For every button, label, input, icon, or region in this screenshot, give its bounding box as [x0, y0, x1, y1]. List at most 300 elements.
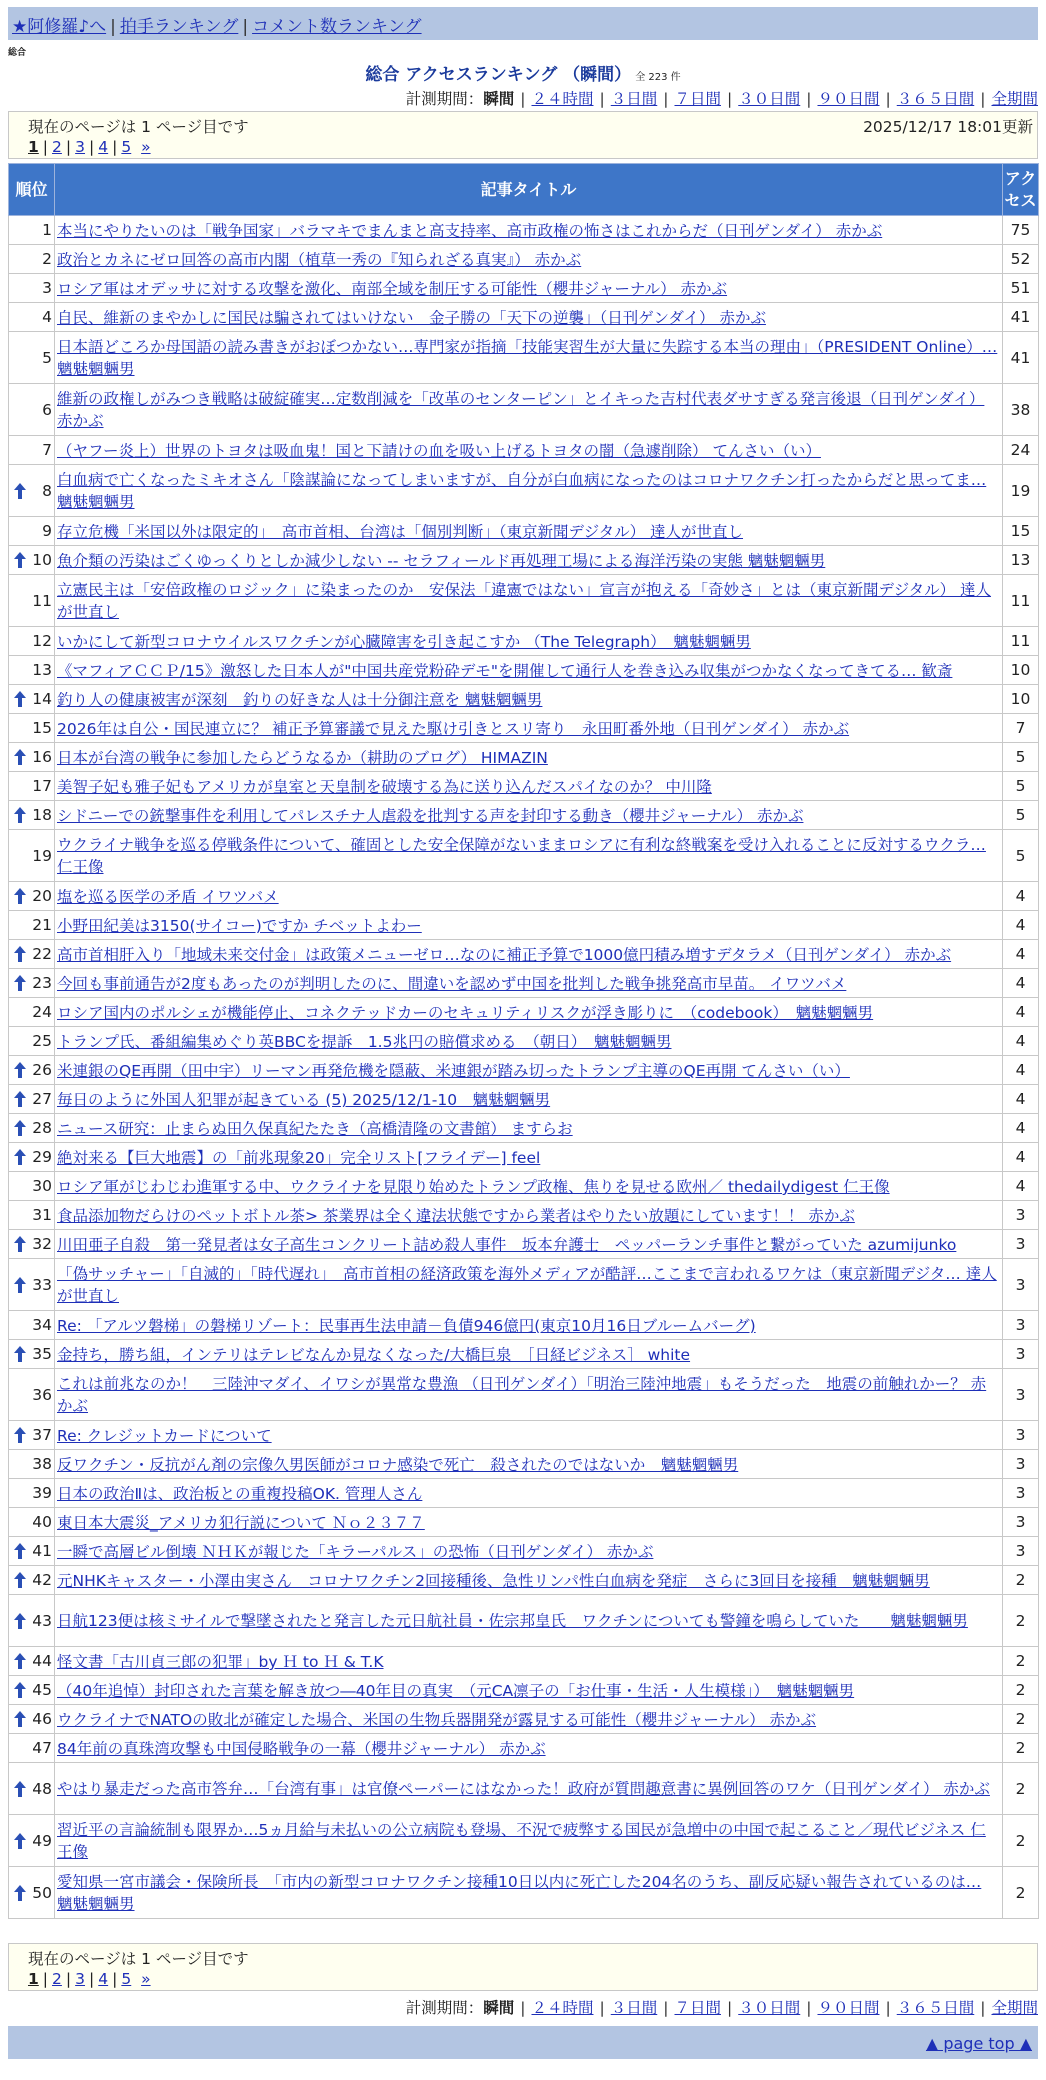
rank-number: 39 [32, 1484, 52, 1502]
access-count: 13 [1003, 546, 1039, 575]
access-count: 2 [1003, 1566, 1039, 1595]
period-option-link[interactable]: ２４時間 [531, 90, 594, 108]
page-number-link[interactable]: 3 [75, 138, 86, 156]
title-cell [55, 1056, 1003, 1085]
access-count: 11 [1003, 627, 1039, 656]
table-row [9, 1734, 1039, 1763]
access-count: 4 [1003, 969, 1039, 998]
period-separator: | [980, 1999, 986, 2017]
rank-cell [9, 1369, 55, 1421]
table-row [9, 303, 1039, 332]
rank-column-header: 順位 [9, 164, 55, 216]
access-count: 51 [1003, 274, 1039, 303]
rank-number: 45 [32, 1681, 52, 1699]
article-title-link[interactable]: 川田亜子自殺 第一発見者は女子高生コンクリート詰め殺人事件 坂本弁護士 ペッパーランチ事件と繋がっていた azumijunko [57, 1236, 957, 1254]
table-row [9, 1566, 1039, 1595]
access-count: 19 [1003, 465, 1039, 517]
rank-number: 41 [32, 1542, 52, 1560]
table-row [9, 1311, 1039, 1340]
rank-number: 38 [32, 1455, 52, 1473]
page-top-link[interactable]: ▲ page top ▲ [925, 2034, 1032, 2053]
rank-number: 26 [32, 1061, 52, 1079]
rank-number: 27 [32, 1090, 52, 1108]
table-row [9, 1647, 1039, 1676]
article-title-link[interactable]: 習近平の言論統制も限界か…5ヵ月給与未払いの公立病院も登場、不況で疲弊する国民が急増中の中国で起こること／現代ビジネス 仁王像 [57, 1820, 986, 1861]
access-count: 5 [1003, 830, 1039, 882]
article-title-link[interactable]: ロシア軍はオデッサに対する攻撃を激化、南部全域を制圧する可能性（櫻井ジャーナル） 赤かぶ [57, 280, 728, 298]
table-row [9, 465, 1039, 517]
access-count: 2 [1003, 1815, 1039, 1867]
article-title-link[interactable]: 米連銀のQE再開（田中宇）リーマン再発危機を隠蔽、米連銀が踏み切ったトランプ主導のQE再開 てんさい（い） [57, 1062, 850, 1080]
access-count: 3 [1003, 1311, 1039, 1340]
current-page-text: 現在のページは 1 ページ目です [28, 118, 249, 136]
article-title-link[interactable]: 本当にやりたいのは「戦争国家」バラマキでまんまと高支持率、高市政権の怖さはこれからだ（日刊ゲンダイ） 赤かぶ [57, 222, 883, 240]
article-title-link[interactable]: ニュース研究：止まらぬ田久保真紀たたき（高橋清隆の文書館） ますらお [57, 1120, 573, 1138]
table-row [9, 1867, 1039, 1919]
rank-up-arrow-icon [13, 1276, 27, 1294]
article-title-link[interactable]: Re: 「アルツ磐梯」の磐梯リゾート：民事再生法申請－負債946億円(東京10月16日ブルームバーグ) [57, 1317, 756, 1335]
rank-up-arrow-icon [13, 1612, 27, 1630]
period-separator: | [885, 90, 891, 108]
clap-ranking-link[interactable]: 拍手ランキング [119, 17, 239, 37]
period-option-link[interactable]: 全期間 [991, 90, 1038, 108]
access-count: 2 [1003, 1595, 1039, 1647]
period-option-link[interactable]: ３６５日間 [896, 90, 975, 108]
access-count: 75 [1003, 216, 1039, 245]
title-cell [55, 1259, 1003, 1311]
rank-cell [9, 332, 55, 384]
period-option-link[interactable]: 全期間 [991, 1999, 1038, 2017]
rank-up-arrow-icon [13, 806, 27, 824]
article-title-link[interactable]: （ヤフー炎上）世界のトヨタは吸血鬼！国と下請けの血を吸い上げるトヨタの闇（急遽削除） てんさい（い） [57, 442, 821, 460]
table-row [9, 1537, 1039, 1566]
article-title-link[interactable]: シドニーでの銃撃事件を利用してパレスチナ人虐殺を批判する声を封印する動き（櫻井ジャーナル） 赤かぶ [57, 807, 804, 825]
rank-cell [9, 1508, 55, 1537]
article-title-link[interactable]: 日本語どころか母国語の読み書きがおぼつかない…専門家が指摘「技能実習生が大量に失踪する本当の理由」（PRESIDENT Online）… 魑魅魍魎男 [57, 337, 998, 378]
rank-up-arrow-icon [13, 1148, 27, 1166]
article-title-link[interactable]: 塩を巡る医学の矛盾 イワツバメ [57, 888, 279, 906]
access-count: 4 [1003, 998, 1039, 1027]
title-cell [55, 1450, 1003, 1479]
article-title-link[interactable]: 立憲民主は「安倍政権のロジック」に染まったのか 安保法「違憲ではない」宣言が抱える「奇妙さ」とは（東京新聞デジタル） 達人が世直し [57, 580, 992, 621]
title-cell [55, 1815, 1003, 1867]
rank-number: 48 [32, 1779, 52, 1798]
article-title-link[interactable]: ロシア国内のポルシェが機能停止、コネクテッドカーのセキュリティリスクが浮き彫りに （codebook） 魑魅魍魎男 [57, 1004, 874, 1022]
title-cell [55, 575, 1003, 627]
article-title-link[interactable]: 東日本大震災_アメリカ犯行説について Ｎｏ２３７７ [57, 1514, 425, 1532]
rank-number: 23 [32, 974, 52, 992]
access-count: 3 [1003, 1421, 1039, 1450]
table-row [9, 1705, 1039, 1734]
title-cell [55, 940, 1003, 969]
rank-up-arrow-icon [13, 1710, 27, 1728]
table-header-row [9, 164, 1039, 216]
rank-number: 8 [42, 481, 52, 500]
access-count: 2 [1003, 1867, 1039, 1919]
access-count: 5 [1003, 801, 1039, 830]
rank-cell [9, 245, 55, 274]
rank-cell [9, 1230, 55, 1259]
access-count: 4 [1003, 882, 1039, 911]
article-title-link[interactable]: 自民、維新のまやかしに国民は騙されてはいけない 金子勝の「天下の逆襲」（日刊ゲンダイ） 赤かぶ [57, 309, 766, 327]
article-title-link[interactable]: 食品添加物だらけのペットボトル茶> 茶業界は全く違法状態ですから業者はやりたい放題にしています！！ 赤かぶ [57, 1207, 855, 1225]
period-option-current: 瞬間 [483, 90, 515, 108]
access-count: 10 [1003, 685, 1039, 714]
rank-cell [9, 1676, 55, 1705]
access-count: 4 [1003, 1114, 1039, 1143]
rank-cell [9, 1311, 55, 1340]
table-row [9, 274, 1039, 303]
access-count: 2 [1003, 1705, 1039, 1734]
rank-number: 36 [32, 1385, 52, 1404]
access-count: 5 [1003, 772, 1039, 801]
access-count: 3 [1003, 1201, 1039, 1230]
rank-cell [9, 216, 55, 245]
table-row [9, 656, 1039, 685]
rank-cell [9, 1595, 55, 1647]
access-count: 3 [1003, 1479, 1039, 1508]
table-row [9, 1479, 1039, 1508]
access-count: 4 [1003, 940, 1039, 969]
title-cell [55, 245, 1003, 274]
title-cell [55, 998, 1003, 1027]
rank-number: 30 [32, 1177, 52, 1195]
rank-number: 4 [42, 308, 52, 326]
period-option-link[interactable]: ３日間 [610, 90, 658, 108]
page-number-link[interactable]: 4 [98, 138, 109, 156]
access-count: 3 [1003, 1230, 1039, 1259]
title-cell [55, 801, 1003, 830]
access-count: 3 [1003, 1508, 1039, 1537]
rank-number: 17 [32, 777, 52, 795]
rank-cell [9, 627, 55, 656]
rank-cell [9, 1085, 55, 1114]
article-title-link[interactable]: Re: クレジットカードについて [57, 1427, 272, 1445]
access-count: 11 [1003, 575, 1039, 627]
article-title-link[interactable]: 毎日のように外国人犯罪が起きている (5) 2025/12/1-10 魑魅魍魎男 [57, 1091, 551, 1109]
rank-number: 9 [42, 522, 52, 540]
period-option-link[interactable]: ３０日間 [738, 90, 801, 108]
page-number-link[interactable]: 5 [121, 138, 132, 156]
title-cell [55, 332, 1003, 384]
ranking-table [8, 163, 1039, 1919]
article-title-link[interactable]: 愛知県一宮市議会・保険所長 「市内の新型コロナワクチン接種10日以内に死亡した204名のうち、副反応疑い報告されているのは… 魑魅魍魎男 [57, 1872, 982, 1913]
article-title-link[interactable]: 日本が台湾の戦争に参加したらどうなるか（耕助のブログ） HIMAZIN [57, 749, 548, 767]
rank-cell [9, 1421, 55, 1450]
table-row [9, 772, 1039, 801]
period-option-link[interactable]: ３日間 [610, 1999, 658, 2017]
page-number-link[interactable]: 5 [121, 1970, 132, 1988]
article-title-link[interactable]: 維新の政権しがみつき戦略は破綻確実…定数削減を「改革のセンターピン」とイキった吉村代表ダサすぎる発言後退（日刊ゲンダイ） 赤かぶ [57, 389, 985, 430]
rank-cell [9, 575, 55, 627]
rank-up-arrow-icon [13, 1832, 27, 1850]
title-cell [55, 1421, 1003, 1450]
title-cell [55, 1085, 1003, 1114]
rank-number: 40 [32, 1513, 52, 1531]
title-cell [55, 274, 1003, 303]
article-title-link[interactable]: 小野田紀美は3150(サイコー)ですか チベットよわー [57, 917, 422, 935]
rank-number: 5 [42, 348, 52, 367]
access-count: 3 [1003, 1259, 1039, 1311]
period-separator: | [885, 1999, 891, 2017]
rank-cell [9, 1566, 55, 1595]
bottom-bar [8, 2026, 1038, 2059]
title-cell [55, 384, 1003, 436]
article-title-link[interactable]: 《マフィアＣＣＰ/15》激怒した日本人が"中国共産党粉砕デモ"を開催して通行人を巻き込み収集がつかなくなってきてる… 歓斎 [57, 662, 953, 680]
title-cell [55, 1230, 1003, 1259]
title-cell [55, 436, 1003, 465]
rank-up-arrow-icon [13, 482, 27, 500]
rank-number: 6 [42, 400, 52, 419]
page-number-link[interactable]: 2 [52, 138, 62, 156]
table-row [9, 1114, 1039, 1143]
period-option-link[interactable]: ９０日間 [817, 90, 880, 108]
rank-up-arrow-icon [13, 1681, 27, 1699]
rank-up-arrow-icon [13, 945, 27, 963]
page-title [0, 60, 1046, 85]
rank-number: 28 [32, 1119, 52, 1137]
access-count: 4 [1003, 1143, 1039, 1172]
title-cell [55, 517, 1003, 546]
section-label: 総合 [8, 48, 27, 58]
table-row [9, 436, 1039, 465]
rank-number: 24 [32, 1003, 52, 1021]
article-title-link[interactable]: いかにして新型コロナウイルスワクチンが心臓障害を引き起こすか （The Telegraph） 魑魅魍魎男 [57, 633, 751, 651]
table-row [9, 1201, 1039, 1230]
access-count: 4 [1003, 1027, 1039, 1056]
rank-up-arrow-icon [13, 1345, 27, 1363]
access-count: 3 [1003, 1340, 1039, 1369]
table-row [9, 998, 1039, 1027]
period-option-link[interactable]: ３０日間 [738, 1999, 801, 2017]
title-cell [55, 465, 1003, 517]
article-title-link[interactable]: 白血病で亡くなったミキオさん「陰謀論になってしまいますが、自分が白血病になったのはコロナワクチン打ったからだと思ってま… 魑魅魍魎男 [57, 470, 987, 511]
table-row [9, 1421, 1039, 1450]
page-number-current: 1 [28, 1970, 39, 1988]
rank-cell [9, 1027, 55, 1056]
table-row [9, 1085, 1039, 1114]
period-option-current: 瞬間 [483, 1999, 515, 2017]
period-option-link[interactable]: ２４時間 [531, 1999, 594, 2017]
table-row [9, 685, 1039, 714]
rank-cell [9, 1647, 55, 1676]
access-count: 15 [1003, 517, 1039, 546]
access-count: 2 [1003, 1763, 1039, 1815]
article-title-link[interactable]: やはり暴走だった高市答弁…「台湾有事」は官僚ペーパーにはなかった！政府が質問趣意書に異例回答のワケ（日刊ゲンダイ） 赤かぶ [57, 1779, 990, 1798]
page-number-link[interactable]: 4 [98, 1970, 109, 1988]
updated-timestamp: 2025/12/17 18:01更新 [863, 118, 1033, 136]
ranking-title: 総合 アクセスランキング （瞬間） [365, 65, 632, 85]
title-cell [55, 1508, 1003, 1537]
period-separator: | [980, 90, 986, 108]
rank-cell [9, 1479, 55, 1508]
access-count: 2 [1003, 1647, 1039, 1676]
rank-cell [9, 1867, 55, 1919]
access-count: 3 [1003, 1537, 1039, 1566]
rank-cell [9, 1705, 55, 1734]
article-title-link[interactable]: 一瞬で高層ビル倒壊 ＮＨＫが報じた「キラーパルス」の恐怖（日刊ゲンダイ） 赤かぶ [57, 1543, 654, 1561]
title-cell [55, 911, 1003, 940]
rank-cell [9, 1056, 55, 1085]
rank-cell [9, 998, 55, 1027]
rank-number: 42 [32, 1571, 52, 1589]
article-title-link[interactable]: 金持ち，勝ち組，インテリはテレビなんか見なくなった/大橋巨泉 ［日経ビジネス］ white [57, 1346, 691, 1364]
title-cell [55, 1340, 1003, 1369]
article-title-link[interactable]: 今回も事前通告が2度もあったのが判明したのに、間違いを認めず中国を批判した戦争挑発高市早苗。 イワツバメ [57, 975, 847, 993]
title-cell [55, 1537, 1003, 1566]
rank-up-arrow-icon [13, 1426, 27, 1444]
rank-cell [9, 1172, 55, 1201]
top-nav-bar [8, 7, 1038, 40]
table-row [9, 801, 1039, 830]
title-cell [55, 772, 1003, 801]
access-count: 3 [1003, 1450, 1039, 1479]
rank-number: 18 [32, 806, 52, 824]
article-title-link[interactable]: 「偽サッチャー」「自滅的」「時代遅れ」 高市首相の経済政策を海外メディアが酷評…ここまで言われるワケは（東京新聞デジタ… 達人が世直し [57, 1264, 997, 1305]
rank-number: 29 [32, 1148, 52, 1166]
article-title-link[interactable]: トランプ氏、番組編集めぐり英BBCを提訴 1.5兆円の賠償求める （朝日） 魑魅魍魎男 [57, 1033, 672, 1051]
period-option-link[interactable]: ９０日間 [817, 1999, 880, 2017]
table-row [9, 216, 1039, 245]
rank-cell [9, 714, 55, 743]
next-page-link[interactable]: » [141, 1970, 151, 1988]
rank-cell [9, 517, 55, 546]
rank-cell [9, 830, 55, 882]
period-option-link[interactable]: ３６５日間 [896, 1999, 975, 2017]
article-title-link[interactable]: 絶対来る【巨大地震】の「前兆現象20」完全リスト[フライデー] feel [57, 1149, 541, 1167]
table-row [9, 332, 1039, 384]
article-title-link[interactable]: 84年前の真珠湾攻撃も中国侵略戦争の一幕（櫻井ジャーナル） 赤かぶ [57, 1740, 546, 1758]
article-title-link[interactable]: 美智子妃も雅子妃もアメリカが皇室と天皇制を破壊する為に送り込んだスパイなのか？ 中川隆 [57, 778, 712, 796]
period-separator: | [806, 90, 812, 108]
rank-number: 2 [42, 250, 52, 268]
title-column-header: 記事タイトル [55, 164, 1003, 216]
rank-up-arrow-icon [13, 1652, 27, 1670]
pagination-box [8, 111, 1038, 159]
table-row [9, 1340, 1039, 1369]
rank-up-arrow-icon [13, 1235, 27, 1253]
rank-number: 43 [32, 1611, 52, 1630]
title-cell [55, 1369, 1003, 1421]
table-row [9, 1172, 1039, 1201]
article-title-link[interactable]: （40年追悼）封印された言葉を解き放つ―40年目の真実 （元CA凛子の「お仕事・生活・人生模様」） 魑魅魍魎男 [57, 1682, 855, 1700]
table-row [9, 546, 1039, 575]
period-option-link[interactable]: ７日間 [674, 90, 721, 108]
title-cell [55, 1734, 1003, 1763]
page-number-link[interactable]: 3 [75, 1970, 86, 1988]
title-cell [55, 1172, 1003, 1201]
title-cell [55, 1201, 1003, 1230]
table-row [9, 1763, 1039, 1815]
rank-up-arrow-icon [13, 1119, 27, 1137]
rank-number: 13 [32, 661, 52, 679]
rank-cell [9, 1201, 55, 1230]
article-title-link[interactable]: 日航123便は核ミサイルで撃墜されたと発言した元日航社員・佐宗邦皇氏 ワクチンについても警鐘を鳴らしていた 魑魅魍魎男 [57, 1611, 968, 1630]
rank-number: 10 [32, 551, 52, 569]
access-count: 4 [1003, 1085, 1039, 1114]
next-page-link[interactable]: » [141, 138, 151, 156]
rank-number: 33 [32, 1275, 52, 1294]
page-separator: | [89, 138, 95, 156]
rank-up-arrow-icon [13, 974, 27, 992]
article-title-link[interactable]: これは前兆なのか！ 三陸沖マダイ、イワシが異常な豊漁 （日刊ゲンダイ）「明治三陸沖地震」もそうだった 地震の前触れかー？ 赤かぶ [57, 1374, 987, 1415]
article-title-link[interactable]: 存立危機「米国以外は限定的」 高市首相、台湾は「個別判断」（東京新聞デジタル） 達人が世直し [57, 523, 744, 541]
rank-cell [9, 303, 55, 332]
article-title-link[interactable]: 日本の政治Ⅱは、政治板との重複投稿OK. 管理人さん [57, 1485, 423, 1503]
article-title-link[interactable]: 怪文書「古川貞三郎の犯罪」by Ｈ to Ｈ & T.K [57, 1653, 384, 1671]
access-count: 52 [1003, 245, 1039, 274]
rank-up-arrow-icon [13, 887, 27, 905]
article-title-link[interactable]: 元NHKキャスター・小澤由実さん コロナワクチン2回接種後、急性リンパ性白血病を発症 さらに3回目を接種 魑魅魍魎男 [57, 1572, 930, 1590]
article-title-link[interactable]: ウクライナ戦争を巡る停戦条件について、確固とした安全保障がないままロシアに有利な終戦案を受け入れることに反対するウクラ… 仁王像 [57, 835, 986, 876]
title-cell [55, 216, 1003, 245]
title-cell [55, 1595, 1003, 1647]
current-page-text: 現在のページは 1 ページ目です [28, 1950, 249, 1968]
article-title-link[interactable]: ロシア軍がじわじわ進軍する中、ウクライナを見限り始めたトランプ政権、焦りを見せる欧州／ thedailydigest 仁王像 [57, 1178, 890, 1196]
rank-number: 15 [32, 719, 52, 737]
article-title-link[interactable]: 高市首相肝入り「地域未来交付金」は政策メニューゼロ…なのに補正予算で1000億円積み増すデタラメ（日刊ゲンダイ） 赤かぶ [57, 946, 952, 964]
title-cell [55, 1143, 1003, 1172]
table-row [9, 1450, 1039, 1479]
page-separator: | [65, 138, 72, 156]
rank-number: 3 [42, 279, 52, 297]
article-title-link[interactable]: 反ワクチン・反抗がん剤の宗像久男医師がコロナ感染で死亡 殺されたのではないか 魑魅魍魎男 [57, 1456, 739, 1474]
page-number-link[interactable]: 2 [52, 1970, 62, 1988]
comment-ranking-link[interactable]: コメント数ランキング [252, 17, 422, 37]
title-cell [55, 1027, 1003, 1056]
rank-number: 22 [32, 945, 52, 963]
article-title-link[interactable]: 魚介類の汚染はごくゆっくりとしか減少しない -- セラフィールド再処理工場による海洋汚染の実態 魑魅魍魎男 [57, 552, 826, 570]
table-row [9, 1595, 1039, 1647]
title-cell [55, 627, 1003, 656]
period-separator: | [599, 90, 605, 108]
period-separator: | [663, 90, 669, 108]
title-cell [55, 656, 1003, 685]
table-row [9, 940, 1039, 969]
access-count: 2 [1003, 1676, 1039, 1705]
article-title-link[interactable]: ウクライナでNATOの敗北が確定した場合、米国の生物兵器開発が露見する可能性（櫻井ジャーナル） 赤かぶ [57, 1711, 817, 1729]
period-separator: | [727, 90, 733, 108]
rank-number: 16 [32, 748, 52, 766]
page-separator: | [65, 1970, 72, 1988]
article-title-link[interactable]: 2026年は自公・国民連立に？ 補正予算審議で見えた駆け引きとスリ寄り 永田町番外地（日刊ゲンダイ） 赤かぶ [57, 720, 850, 738]
access-count: 41 [1003, 332, 1039, 384]
title-cell [55, 1647, 1003, 1676]
table-row [9, 911, 1039, 940]
total-count: 全 223 件 [635, 72, 681, 83]
title-cell [55, 546, 1003, 575]
period-label: 計測期間： [405, 1999, 484, 2017]
rank-cell [9, 940, 55, 969]
article-title-link[interactable]: 政治とカネにゼロ回答の高市内閣（植草一秀の『知られざる真実』） 赤かぶ [57, 251, 582, 269]
rank-number: 35 [32, 1345, 52, 1363]
period-selector-bottom [406, 1996, 1038, 2018]
rank-up-arrow-icon [13, 551, 27, 569]
rank-number: 25 [32, 1032, 52, 1050]
rank-up-arrow-icon [13, 748, 27, 766]
page-separator: | [42, 138, 49, 156]
home-link[interactable]: ★阿修羅♪へ [12, 17, 107, 37]
table-row [9, 1676, 1039, 1705]
article-title-link[interactable]: 釣り人の健康被害が深刻 釣りの好きな人は十分御注意を 魑魅魍魎男 [57, 691, 543, 709]
table-row [9, 245, 1039, 274]
page-numbers [28, 138, 151, 156]
access-count: 38 [1003, 384, 1039, 436]
period-option-link[interactable]: ７日間 [674, 1999, 721, 2017]
table-row [9, 517, 1039, 546]
title-cell [55, 1676, 1003, 1705]
rank-up-arrow-icon [13, 1884, 27, 1902]
